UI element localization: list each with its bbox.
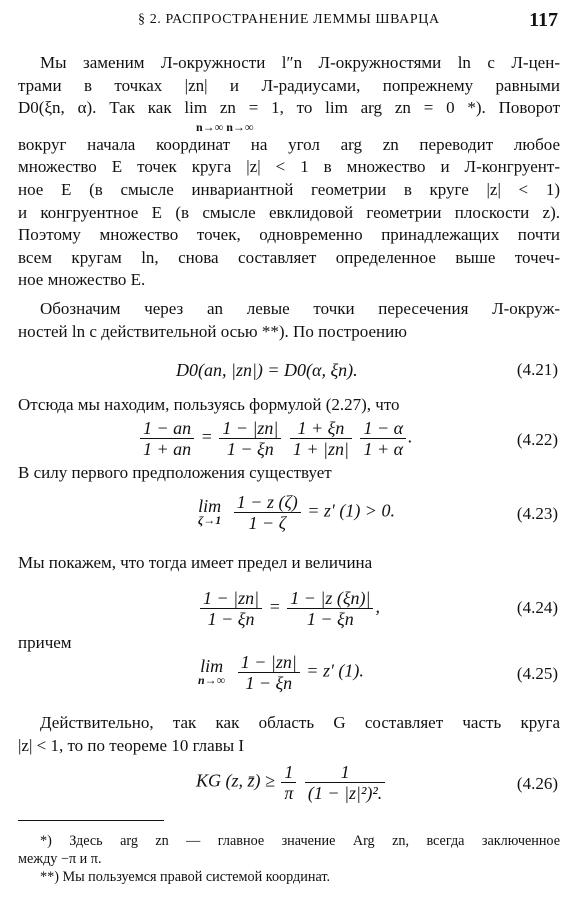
equation-number: (4.25): [516, 664, 558, 683]
page-number: 117: [529, 9, 558, 31]
limit-subscript-line: n→∞ n→∞: [196, 119, 254, 134]
text-line: Действительно, так как область G составляет часть круга: [40, 713, 560, 732]
paragraph-2: [18, 298, 560, 343]
text-line: ное множество E.: [18, 270, 146, 290]
equation-4-26: [18, 762, 560, 810]
equation-number: (4.23): [516, 504, 558, 523]
equation-4-24: [18, 588, 560, 636]
paragraph-3: [18, 394, 560, 417]
text-line: Мы покажем, что тогда имеет предел и величина: [18, 553, 373, 572]
text-line: ное E (в смысле инвариантной геометрии в круге |z| < 1): [18, 179, 560, 199]
equation-number: (4.26): [516, 774, 558, 793]
footnotes: [18, 832, 560, 886]
text-line: и конгруентное E (в смысле евклидовой геометрии плоскости z).: [18, 202, 560, 222]
equation-4-25: [18, 652, 560, 702]
equation-number: (4.21): [516, 360, 558, 379]
equation-body: lim ζ→1 $\frac{1 - z (\zeta)}{1 - \zeta}$ = z′ (1) > 0.: [198, 492, 395, 533]
text-line: |z| < 1, то по теореме 10 главы I: [18, 735, 245, 755]
footnote-1: *) Здесь arg zn — главное значение Arg zn, всегда заключенное: [40, 833, 560, 849]
equation-4-23: [18, 492, 560, 542]
equation-4-21: [18, 358, 560, 386]
text-line: множество E точек круга |z| < 1 в множество и Л-конгруент-: [18, 157, 560, 177]
section-title: § 2. РАСПРОСТРАНЕНИЕ ЛЕММЫ ШВАРЦА: [138, 12, 440, 27]
paragraph-4: [18, 462, 560, 485]
text-line: D0(ξn, α). Так как lim zn = 1, то lim arg zn = 0 *). Поворот: [18, 98, 560, 118]
paragraph-7: [18, 712, 560, 757]
text-line: В силу первого предположения существует: [18, 463, 332, 482]
footnote-rule: [18, 820, 164, 821]
text-line: трами в точках |zn| и Л-радиусами, попрежнему равными: [18, 75, 560, 95]
equation-body: lim n→∞ $\frac{1 - |zn|}{1 - \xi n}$ = z′ (1).: [198, 652, 364, 693]
equation-4-22: [18, 418, 560, 466]
text-line: причем: [18, 633, 72, 652]
running-header: [18, 10, 560, 36]
paragraph-5: [18, 552, 560, 575]
equation-number: (4.22): [516, 430, 558, 449]
text-line: Отсюда мы находим, пользуясь формулой (2.27), что: [18, 395, 400, 414]
text-line: Поэтому множество точек, одновременно принадлежащих почти: [18, 225, 560, 245]
text-line: Обозначим через an левые точки пересечения Л-окруж-: [40, 299, 560, 318]
equation-body: D0(an, |zn|) = D0(α, ξn).: [176, 360, 358, 380]
footnote-1-cont: между −π и π.: [18, 851, 102, 867]
equation-body: $\frac{1 - an}{1 + an}$ = $\frac{1 - |zn|}{1 - \xi n}$ $\frac{1 + \xi n}{1 + |zn|}$ $\frac{1 - \alpha}{1 + \alpha}$ .: [138, 418, 413, 459]
equation-body: KG (z, z̄) ≥ $\frac{1}{\pi}$ $\frac{1}{\text{(1 − |z|²)².}}$: [196, 762, 387, 803]
paragraph-1: [18, 52, 560, 292]
text-line: вокруг начала координат на угол arg zn переводит любое: [18, 134, 560, 154]
footnote-2: **) Мы пользуемся правой системой координат.: [40, 869, 331, 885]
text-line: Мы заменим Л-окружности l″n Л-окружностями ln с Л-цен-: [40, 53, 560, 72]
text-line: ностей ln с действительной осью **). По построению: [18, 321, 407, 341]
equation-number: (4.24): [516, 598, 558, 617]
text-line: всем кругам ln, снова составляет определенное выше точеч-: [18, 247, 560, 267]
equation-body: $\frac{1 - |zn|}{1 - \xi n}$ = $\frac{1 - |z (\xi n)|}{1 - \xi n}$ ,: [198, 588, 380, 629]
